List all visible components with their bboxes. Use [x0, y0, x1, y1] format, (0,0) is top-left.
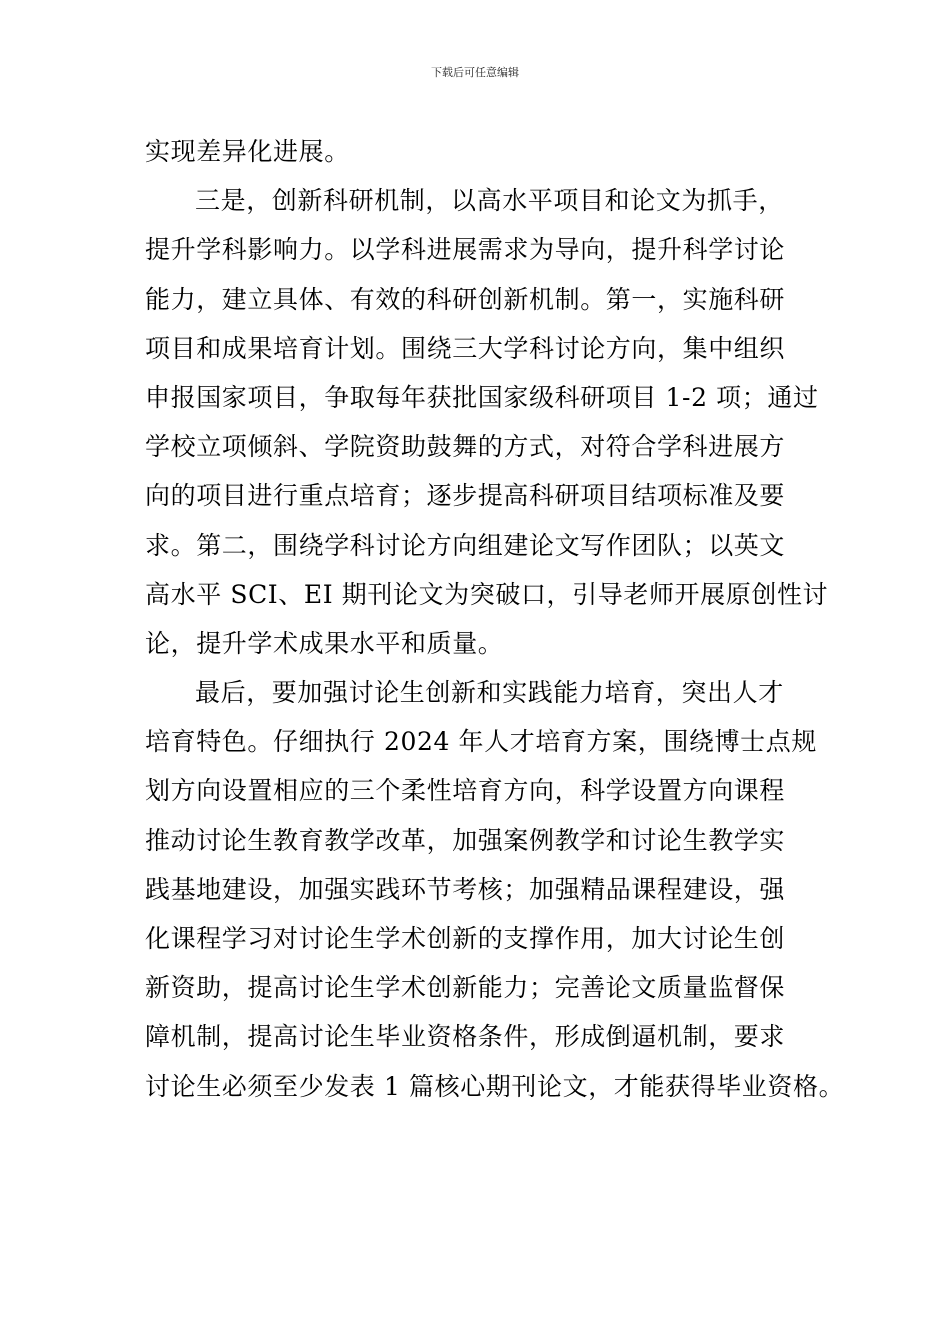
document-body [145, 127, 845, 1111]
text-line: 求。第二，围绕学科讨论方向组建论文写作团队；以英文 [145, 530, 786, 560]
text-line: 障机制，提高讨论生毕业资格条件，形成倒逼机制，要求 [145, 1022, 786, 1052]
text-line: 高水平 SCI、EI 期刊论文为突破口，引导老师开展原创性讨 [145, 579, 829, 609]
text-line: 项目和成果培育计划。围绕三大学科讨论方向，集中组织 [145, 333, 786, 363]
text-line: 践基地建设，加强实践环节考核；加强精品课程建设，强 [145, 874, 786, 904]
text-line: 论，提升学术成果水平和质量。 [145, 628, 504, 658]
text-line: 三是，创新科研机制，以高水平项目和论文为抓手， [195, 186, 784, 216]
text-line: 最后，要加强讨论生创新和实践能力培育，突出人才 [195, 678, 784, 708]
text-line: 新资助，提高讨论生学术创新能力；完善论文质量监督保 [145, 973, 786, 1003]
page-header: 下载后可任意编辑 [431, 66, 519, 79]
text-line: 申报国家项目，争取每年获批国家级科研项目 1-2 项；通过 [145, 382, 819, 412]
text-line: 推动讨论生教育教学改革，加强案例教学和讨论生教学实 [145, 825, 786, 855]
text-line: 向的项目进行重点培育；逐步提高科研项目结项标准及要 [145, 481, 786, 511]
text-line: 提升学科影响力。以学科进展需求为导向，提升科学讨论 [145, 235, 786, 265]
text-line: 化课程学习对讨论生学术创新的支撑作用，加大讨论生创 [145, 924, 786, 953]
text-line: 能力，建立具体、有效的科研创新机制。第一，实施科研 [145, 284, 786, 314]
text-line: 学校立项倾斜、学院资助鼓舞的方式，对符合学科进展方 [145, 432, 786, 462]
text-line: 实现差异化进展。 [145, 137, 350, 166]
text-line: 培育特色。仔细执行 2024 年人才培育方案，围绕博士点规 [145, 727, 817, 757]
text-line: 讨论生必须至少发表 1 篇核心期刊论文，才能获得毕业资格。 [145, 1071, 845, 1101]
text-line: 划方向设置相应的三个柔性培育方向，科学设置方向课程 [145, 776, 786, 806]
